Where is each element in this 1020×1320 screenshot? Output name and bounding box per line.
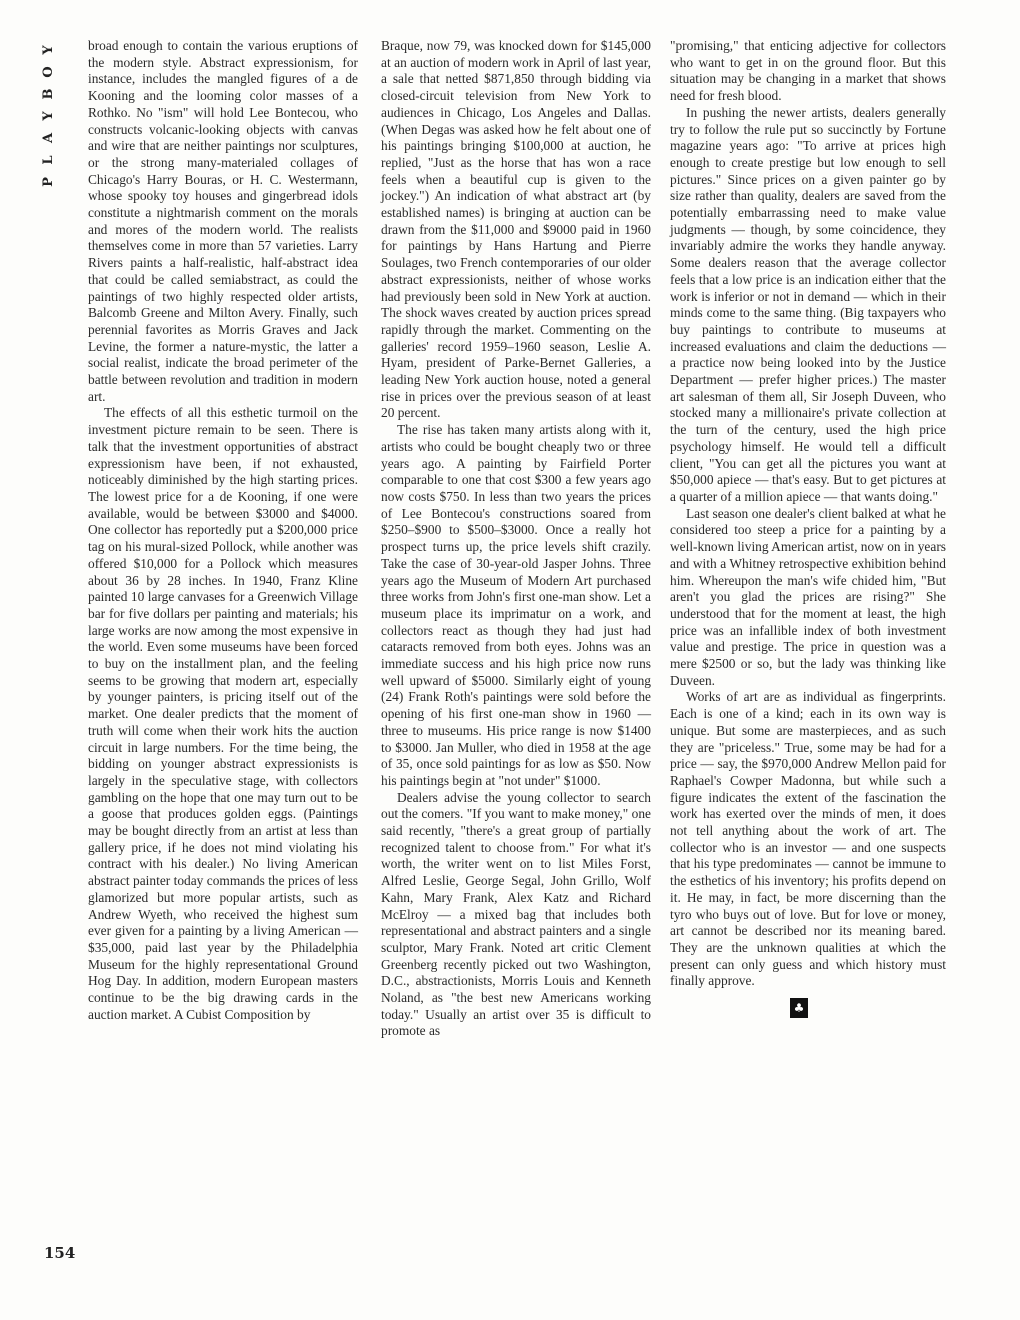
end-mark — [670, 990, 946, 1018]
paragraph: In pushing the newer artists, dealers generally try to follow the rule put so succinctly by Fortune magazine years ago: "To arrive at prices high enough to create prestige but low enough to sell pictures." Since prices on a given painter go by size rather than quality, dealers are saved from the potentially embarrassing need to make value judgments — though, by some coincidence, they invariably admire the works they handle anyway. Some dealers reason that the average collector feels that a low price is an indication either that the work is inferior or not in demand — which in their minds come to the same thing. (Big taxpayers who buy paintings to contribute to museums at increased evaluations and claim the deductions — a practice now being looked into by the Justice Department — prefer higher prices.) The master art salesman of them all, Sir Joseph Duveen, who stocked many a millionaire's private collection at the turn of the century, used the high price psychology himself. He would tell a difficult client, "You can get all the pictures you want at $50,000 apiece — that's easy. But to get pictures at a quarter of a million apiece — that wants doing." — [670, 104, 946, 504]
text-column-2 — [381, 38, 651, 1040]
running-head-letter: Y — [41, 111, 56, 121]
paragraph: The rise has taken many artists along with it, artists who could be bought cheaply two or three years ago. A painting by Fairfield Porter comparable to one that cost $300 a few years ago now costs $750. In less than two years the prices of Lee Bontecou's constructions soared from $250–$900 to $500–$3000. Once a really hot prospect turns up, the price levels shift crazily. Take the case of 30-year-old Jasper Johns. Three years ago the Museum of Modern Art purchased three works from John's first one-man show. Let a museum place its imprimatur on a work, and collectors react as though they had just had cataracts removed from both eyes. Johns was an immediate success and his high price now runs well upward of $5000. Similarly eight of young (24) Frank Roth's paintings were sold before the opening of his first one-man show in 1960 — three to museums. His price range is now $1400 to $3000. Jan Muller, who died in 1958 at the age of 35, once sold paintings for as low as $50. Now his paintings begin at "not under" $1000. — [381, 422, 651, 788]
text-column-3 — [670, 38, 946, 1018]
running-head-letter: A — [41, 132, 56, 144]
running-head-letter: B — [41, 88, 56, 100]
paragraph: Works of art are as individual as fingerprints. Each is one of a kind; each in its own way is unique. But some are masterpieces, and as such they are "priceless." True, some may be had for a price — say, the $970,000 Andrew Mellon paid for Raphael's Cowper Madonna, but while such a figure indicates the extent of the fascination the work has exerted over the minds of men, it does not tell anything about the work of art. The collector who is an investor — and one suspects that his type predominates — cannot be immune to the esthetics of his inventory; his profits depend on it. He may, in fact, be more discerning than the tyro who buys out of love. But for love or money, art cannot be described nor its meaning bared. They are the unknown qualities at which the present can only guess and which history must finally approve. — [670, 689, 946, 989]
paragraph: "promising," that enticing adjective for collectors who want to get in on the ground floor. But this situation may be changing in a market that shows need for fresh blood. — [670, 38, 946, 104]
running-head — [38, 40, 60, 194]
paragraph: Dealers advise the young collector to search out the comers. "If you want to make money," one said recently, "there's a great group of partially recognized talent to choose from." For what it's worth, the writer went on to list Miles Forst, Alfred Leslie, George Segal, John Grillo, Wolf Kahn, Mary Frank, Alex Katz and Richard McElroy — a mixed bag that includes both representational and abstract painters and a single sculptor, Mary Frank. Noted art critic Clement Greenberg recently picked out two Washington, D.C., abstractionists, Morris Louis and Kenneth Noland, as "the best new Americans working today." Usually an artist over 35 is difficult to promote as — [381, 789, 651, 1039]
text-column-1 — [88, 38, 358, 1023]
paragraph: Last season one dealer's client balked at what he considered too steep a price for a painting by a well-known living American artist, now on in years and with a Whitney retrospective exhibition behind him. Whereupon the man's wife chided him, "But aren't you glad the prices are rising?" She understood that for the moment at least, the high price was an infallible index of both investment value and prestige. The price in question was a mere $2500 or so, but the lady was thinking like Duveen. — [670, 505, 946, 688]
paragraph: The effects of all this esthetic turmoil on the investment picture remain to be seen. There is talk that the investment opportunities of abstract expressionism have been, if not exhausted, noticeably diminished by the high starting prices. The lowest price for a de Kooning, if one were available, would be between $3000 and $4000. One collector has reportedly put a $200,000 price tag on his mural-sized Pollock, while another was offered $10,000 for a Pollock which measures about 36 by 28 inches. In 1940, Franz Kline painted 10 large canvases for a Greenwich Village bar for five dollars per painting and materials; his large works are now among the most expensive in the world. Even some museums have been forced to buy on the installment plan, and the feeling seems to be growing that modern art, especially by younger painters, is pricing itself out of the market. One dealer predicts that the moment of truth will come when their work hits the auction circuit in large numbers. For the time being, the bidding on younger abstract expressionists is largely in the speculative stage, with collectors gambling on the hope that one may turn out to be a goose that produces golden eggs. (Paintings may be bought directly from an artist at less than gallery price, if he does not mind violating his contract with his dealer.) No living American abstract painter today commands the prices of less glamorized but more popular artists, such as Andrew Wyeth, who received the highest sum ever given for a painting by a living American — $35,000, paid last year by the Philadelphia Museum for the highly representational Ground Hog Day. In addition, modern European masters continue to be the big drawing cards in the auction market. A Cubist Composition by — [88, 405, 358, 1022]
running-head-letter: O — [41, 66, 56, 78]
rabbit-logo-icon: ♣ — [790, 998, 808, 1018]
paragraph: Braque, now 79, was knocked down for $145,000 at an auction of modern work in April of last year, a sale that netted $871,850 through bidding via closed-circuit television from New York to audiences in Chicago, Los Angeles and Dallas. (When Degas was asked how he felt about one of his paintings bringing $100,000 at auction, he replied, "Just as the horse that has won a race feels when a beautiful cup is given to the jockey.") An indication of what abstract art (by established names) is bringing at auction can be drawn from the $11,000 and $9000 paid in 1960 for paintings by Hans Hartung and Pierre Soulages, two French contemporaries of our older abstract expressionists, neither of whose works had previously been sold in New York at auction. The shock waves created by auction prices spread rapidly through the market. Commenting on the galleries' record 1959–1960 season, Leslie A. Hyam, president of Parke-Bernet Galleries, a leading New York auction house, noted a general rise in prices over the previous season of at least 20 percent. — [381, 38, 651, 421]
running-head-letter: L — [41, 155, 56, 165]
page-number: 154 — [44, 1244, 76, 1262]
running-head-letter: P — [41, 177, 56, 187]
paragraph: broad enough to contain the various eruptions of the modern style. Abstract expressionism, for instance, includes the mangled figures of a de Kooning and the looming color masses of a Rothko. No "ism" will hold Lee Bontecou, who constructs volcanic-looking objects with canvas and wire that are neither paintings nor sculptures, or the strong many-materialed collages of Chicago's Harry Bouras, or H. C. Westermann, whose spooky toy houses and gingerbread idols constitute a nightmarish comment on the morals and mores of the modern world. The realists themselves come in more than 57 varieties. Larry Rivers paints a half-realistic, half-abstract idea that could be called semiabstract, as could the paintings of two highly respected older artists, Balcomb Greene and Milton Avery. Finally, such perennial favorites as Morris Graves and Jack Levine, the former a nature-mystic, the latter a social realist, indicate the broad perimeter of the battle between revolution and tradition in modern art. — [88, 38, 358, 404]
running-head-letter: Y — [41, 45, 56, 55]
